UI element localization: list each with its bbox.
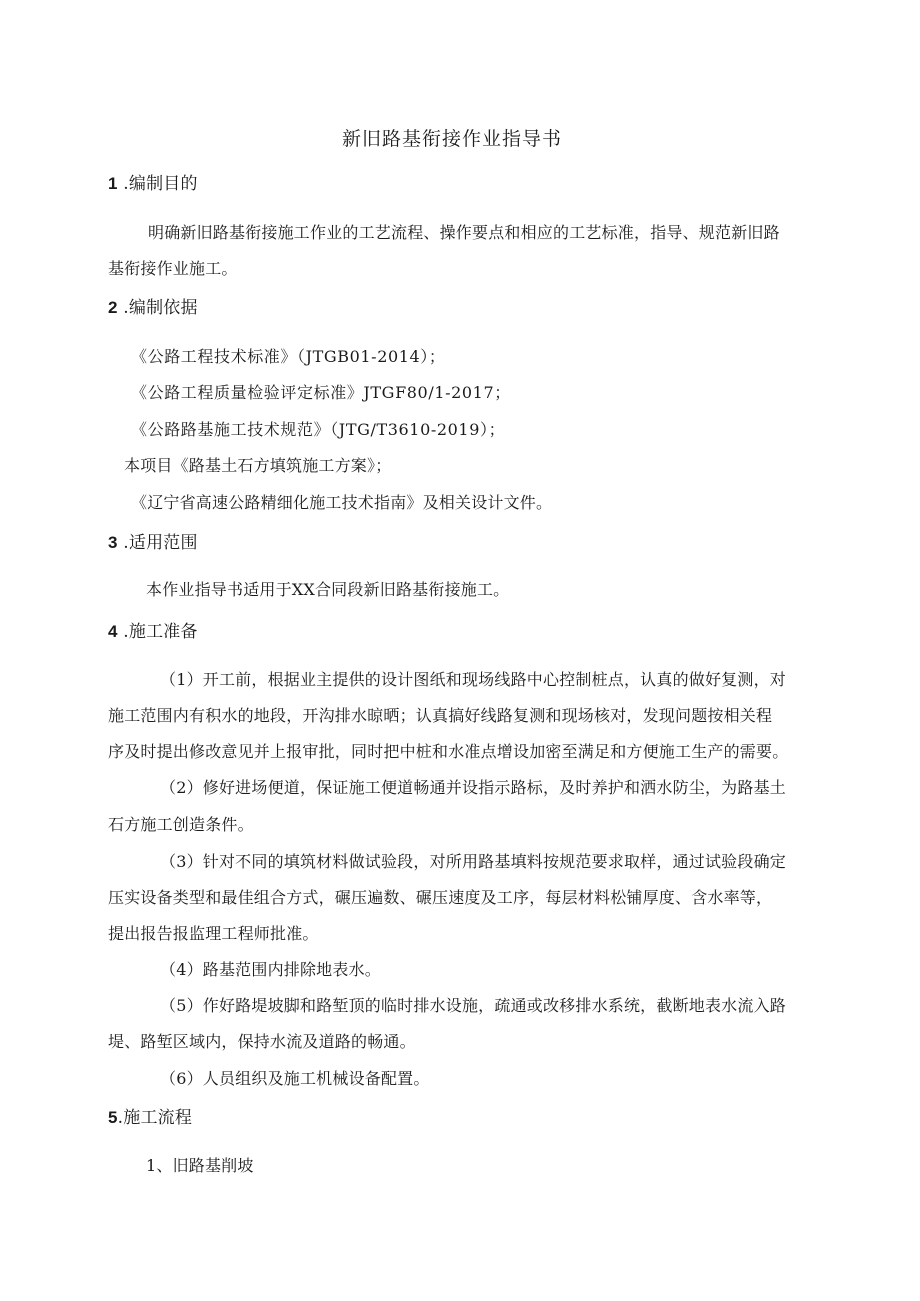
paragraph-line: 压实设备类型和最佳组合方式，碾压遍数、碾压速度及工序，每层材料松铺厚度、含水率等，	[108, 888, 773, 907]
section-title: .编制依据	[117, 298, 198, 318]
paragraph-line: （6）人员组织及施工机械设备配置。	[160, 1069, 430, 1088]
paragraph-line: （5）作好路堤坡脚和路堑顶的临时排水设施，疏通或改移排水系统，截断地表水流入路	[160, 996, 786, 1015]
paragraph-line: 基衔接作业施工。	[108, 259, 238, 278]
reference-line: 《公路工程质量检验评定标准》JTGF80/1-2017；	[131, 383, 511, 402]
section-number: 5	[108, 1108, 118, 1127]
paragraph-line: 石方施工创造条件。	[108, 815, 254, 834]
reference-line: 《公路路基施工技术规范》（JTG/T3610-2019）；	[131, 420, 506, 439]
reference-line: 本项目《路基土石方填筑施工方案》；	[124, 456, 392, 475]
paragraph-line: （4）路基范围内排除地表水。	[160, 960, 381, 979]
section-title: .适用范围	[117, 533, 198, 553]
section-number: 2	[108, 298, 118, 317]
section-heading-5	[108, 1108, 192, 1128]
paragraph-line: 1、旧路基削坡	[146, 1156, 254, 1175]
paragraph-line: （2）修好进场便道，保证施工便道畅通并设指示路标，及时养护和洒水防尘，为路基土	[160, 778, 786, 797]
paragraph-line: 序及时提出修改意见并上报审批，同时把中桩和水准点增设加密至满足和方便施工生产的需要。	[108, 742, 789, 761]
section-title: .施工准备	[117, 622, 198, 642]
paragraph-line: 明确新旧路基衔接施工作业的工艺流程、操作要点和相应的工艺标准，指导、规范新旧路	[148, 223, 780, 242]
section-heading-3	[108, 533, 198, 553]
section-number: 4	[108, 622, 118, 641]
section-number: 1	[108, 174, 118, 193]
document-title: 新旧路基衔接作业指导书	[342, 128, 563, 150]
section-heading-2	[108, 298, 198, 318]
paragraph-line: 堤、路堑区域内，保持水流及道路的畅通。	[108, 1032, 416, 1051]
reference-line: 《公路工程技术标准》（JTGB01-2014）；	[131, 347, 446, 366]
paragraph-line: 本作业指导书适用于XX合同段新旧路基衔接施工。	[146, 580, 510, 599]
paragraph-line: （3）针对不同的填筑材料做试验段，对所用路基填料按规范要求取样，通过试验段确定	[160, 852, 786, 871]
paragraph-line: 提出报告报监理工程师批准。	[108, 924, 319, 943]
section-title: .施工流程	[117, 1108, 193, 1128]
section-title: .编制目的	[117, 174, 198, 194]
section-number: 3	[108, 533, 118, 552]
paragraph-line: （1）开工前，根据业主提供的设计图纸和现场线路中心控制桩点，认真的做好复测，对	[160, 670, 786, 689]
section-heading-4	[108, 622, 198, 642]
paragraph-line: 施工范围内有积水的地段，开沟排水晾晒；认真搞好线路复测和现场核对，发现问题按相关程	[108, 706, 773, 725]
reference-line: 《辽宁省高速公路精细化施工技术指南》及相关设计文件。	[131, 493, 553, 512]
section-heading-1	[108, 174, 198, 194]
